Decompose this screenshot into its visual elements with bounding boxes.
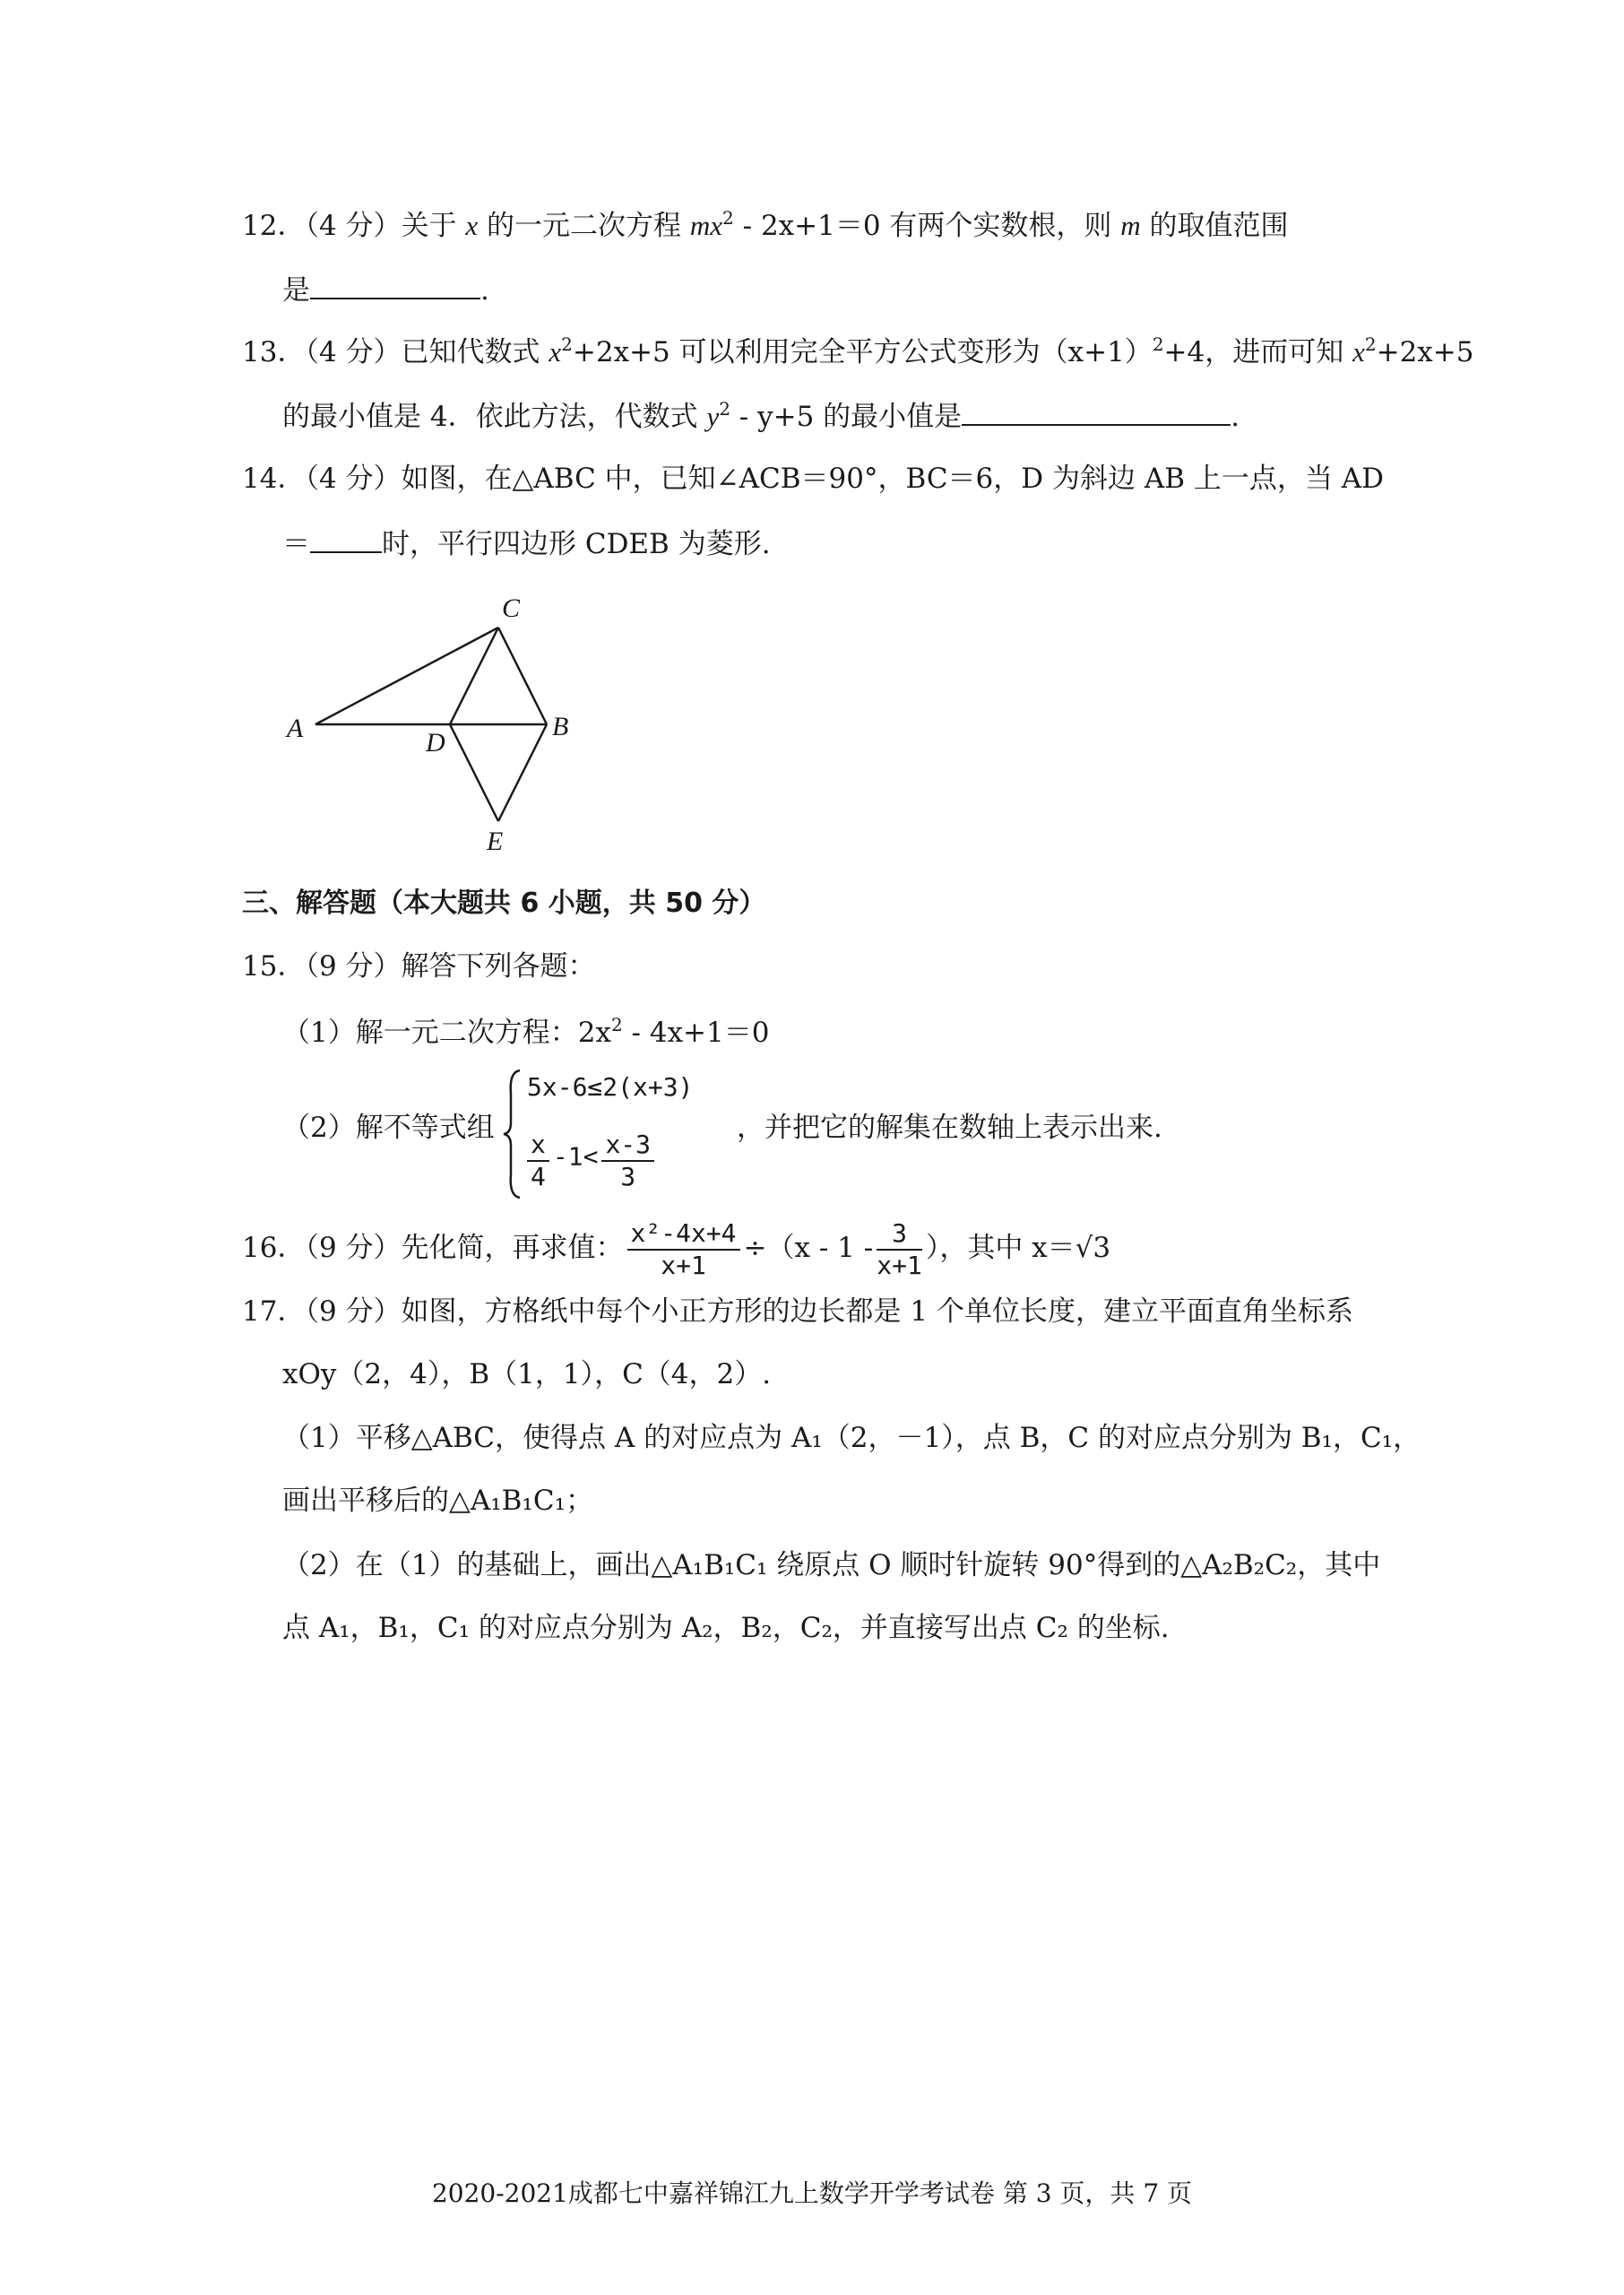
q14-eq: ＝ [282,528,310,560]
rhombus-figure [278,583,583,870]
q12-prefix: 12．（4 分）关于 [242,210,466,242]
q17-line4: 画出平移后的△A₁B₁C₁； [282,1485,594,1517]
q13-expr4: y [706,401,720,432]
q14-line1-text: 14．（4 分）如图，在△ABC 中，已知∠ACB＝90°，BC＝6，D 为斜边 AB 上一点，当 AD [242,463,1384,495]
q15-part2-label: （2）解不等式组 [282,1112,495,1144]
q16-frac2 [877,1218,922,1281]
q12-tail: 的取值范围 [1140,210,1289,242]
q13-expr2-rest: +4，进而可知 [1163,336,1353,368]
ineq2-den2: 3 [620,1162,636,1191]
q15-part2-tail: ，并把它的解集在数轴上表示出来. [737,1112,1162,1144]
q12-line2 [282,271,1430,308]
q12-answer-blank[interactable] [310,271,480,299]
label-e: E [487,827,504,856]
q13-expr1: x [549,336,562,368]
label-b: B [552,712,569,741]
q13-exp4: 2 [719,398,730,420]
segment-be [498,724,547,821]
q15-p1-text: （1）解一元二次方程：2x [282,1017,611,1049]
q16-frac1-num: x²-4x+4 [627,1218,740,1251]
segment-cb [498,628,547,724]
ineq2-den: 4 [531,1162,546,1191]
q13-expr3: x [1352,336,1365,368]
inequality-system [502,1067,735,1201]
q14-line1 [242,461,1389,497]
q15-p1-rest: - 4x+1＝0 [622,1017,770,1049]
q12-var-m: m [1120,210,1141,241]
label-c: C [502,593,521,623]
q15-stem: 15．（9 分）解答下列各题： [242,950,596,983]
q17-line1: 17．（9 分）如图，方格纸中每个小正方形的边长都是 1 个单位长度，建立平面直角坐标系 [242,1295,1353,1328]
q13-exp2: 2 [1152,333,1164,355]
q12-eq-rest: - 2x+1＝0 有两个实数根，则 [733,210,1121,242]
q13-answer-blank[interactable] [962,397,1231,426]
label-a: A [287,714,304,743]
q12-var-x: x [465,210,479,241]
q13-line2-text: 的最小值是 4．依此方法，代数式 [282,401,707,433]
q16-frac2-den: x+1 [877,1250,922,1280]
q12-line1 [242,208,1389,244]
q12-eq-m: mx [689,210,723,241]
q17-line5: （2）在（1）的基础上，画出△A₁B₁C₁ 绕原点 O 顺时针旋转 90°得到的△A₂B₂C₂，其中 [282,1549,1381,1581]
label-d: D [426,728,445,758]
inequality-1: 5x-6≤2(x+3) [527,1072,694,1102]
q13-exp3: 2 [1364,333,1377,355]
q16-frac2-num: 3 [877,1218,922,1251]
q14-line2-text: 时，平行四边形 CDEB 为菱形. [382,528,771,560]
q13-line2 [282,397,1430,435]
q13-exp1: 2 [561,333,573,355]
brace-icon [502,1067,523,1201]
q15-p1-exp: 2 [610,1014,623,1035]
q12-mid: 的一元二次方程 [478,210,690,242]
ineq2-mid: -1< [552,1141,599,1172]
q14-answer-blank[interactable] [310,524,382,553]
segment-de [450,724,498,821]
inequality-2 [523,1130,658,1192]
q16-line [242,1212,1389,1284]
q16-frac1-den: x+1 [661,1250,706,1280]
section-3-title: 三、解答题（本大题共 6 小题，共 50 分） [242,888,766,919]
q15-part1 [282,1015,1430,1051]
q16-suffix: ），其中 x＝√3 [925,1232,1111,1264]
ineq2-frac-left [527,1130,549,1192]
q14-line2 [282,524,1430,562]
q12-exponent: 2 [722,207,734,229]
ineq2-frac-right [601,1130,654,1192]
ineq2-num2: x-3 [601,1130,654,1162]
q17-line6: 点 A₁，B₁，C₁ 的对应点分别为 A₂，B₂，C₂，并直接写出点 C₂ 的坐标. [282,1612,1170,1644]
ineq2-num: x [527,1130,549,1162]
q13-expr3-rest: +2x+5 [1376,336,1474,368]
q12-end: . [480,274,489,307]
segment-ac [315,628,498,724]
q13-end: . [1231,401,1240,433]
q17-line2: xOy（2，4），B（1，1），C（4，2）. [282,1358,772,1390]
q16-div: ÷（x - 1 - [743,1232,874,1264]
q16-frac1 [627,1218,740,1281]
q17-line3: （1）平移△ABC，使得点 A 的对应点为 A₁（2，－1），点 B，C 的对应点分别为 B₁，C₁， [282,1422,1421,1454]
q12-line2-text: 是 [282,274,310,307]
q13-expr4-rest: - y+5 的最小值是 [730,401,963,433]
q13-prefix: 13．（4 分）已知代数式 [242,336,549,368]
page-footer: 2020-2021成都七中嘉祥锦江九上数学开学考试卷 第 3 页，共 7 页 [431,2178,1193,2208]
q13-line1 [242,333,1474,370]
segment-cd [450,628,498,724]
q16-prefix: 16．（9 分）先化简，再求值： [242,1232,624,1264]
q13-expr1-rest: +2x+5 可以利用完全平方公式变形为（x+1） [572,336,1153,368]
